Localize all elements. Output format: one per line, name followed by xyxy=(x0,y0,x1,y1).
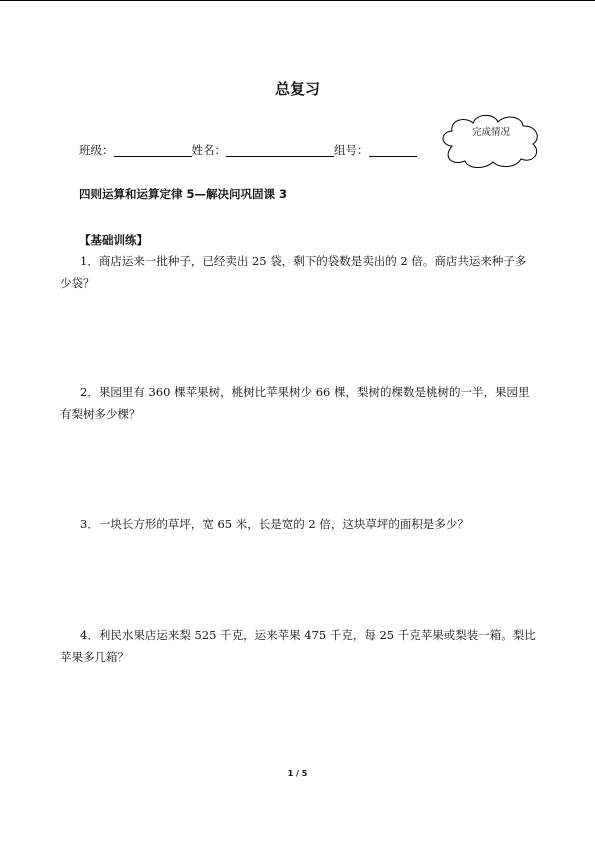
question-1: 1．商店运来一批种子，已经卖出 25 袋，剩下的袋数是卖出的 2 倍。商店共运来种子多少袋？ xyxy=(60,254,527,290)
class-label: 班级： xyxy=(79,143,114,157)
top-rule xyxy=(0,0,595,1)
name-label: 姓名： xyxy=(191,143,226,157)
page-number: 1 / 5 xyxy=(287,769,308,778)
group-label: 组号： xyxy=(334,143,369,157)
name-blank xyxy=(226,144,334,157)
page-title: 总复习 xyxy=(274,80,320,98)
question-2: 2．果园里有 360 棵苹果树，桃树比苹果树少 66 棵，梨树的棵数是桃树的一半，果园里有梨树多少棵？ xyxy=(60,385,530,421)
student-info-line xyxy=(79,142,417,158)
question-4: 4．利民水果店运来梨 525 千克，运来苹果 475 千克，每 25 千克苹果或梨装一箱。梨比苹果多几箱？ xyxy=(60,628,536,664)
question-3: 3．一块长方形的草坪，宽 65 米，长是宽的 2 倍，这块草坪的面积是多少？ xyxy=(80,517,469,531)
section-heading: 【基础训练】 xyxy=(79,233,148,247)
cloud-shape xyxy=(438,112,544,170)
completion-status-badge: 完成情况 xyxy=(471,127,510,138)
lesson-title: 四则运算和运算定律 5—解决问巩固课 3 xyxy=(79,187,288,201)
group-blank xyxy=(369,144,417,157)
class-blank xyxy=(114,144,192,157)
